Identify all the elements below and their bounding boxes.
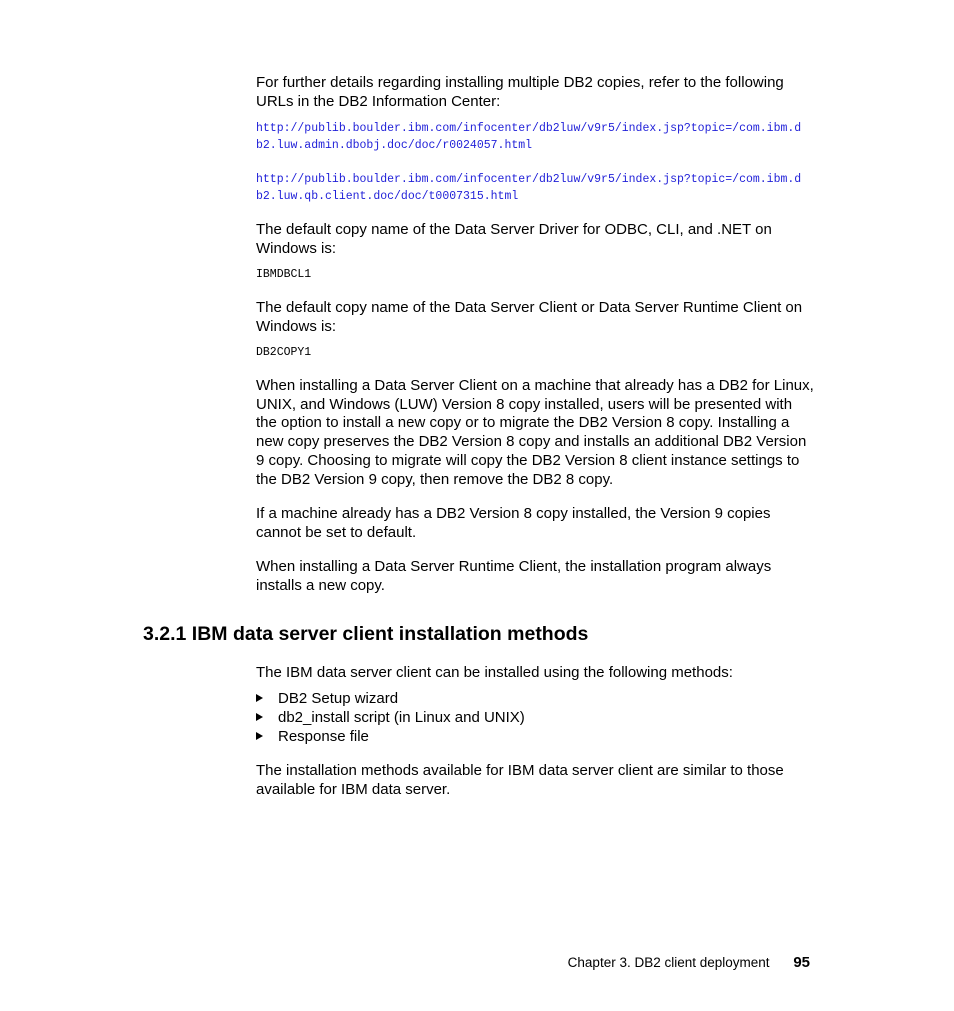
runtime-paragraph: When installing a Data Server Runtime Client, the installation program always installs a new copy. xyxy=(256,558,772,594)
installation-methods-list xyxy=(256,689,525,746)
info-center-link-1[interactable]: http://publib.boulder.ibm.com/infocenter/db2luw/v9r5/index.jsp?topic=/com.ibm.d b2.luw.admin.dbobj.doc/doc/r0024057.html xyxy=(256,122,802,152)
list-item-label: DB2 Setup wizard xyxy=(278,690,399,707)
odbc-default-paragraph: The default copy name of the Data Server Driver for ODBC, CLI, and .NET on Windows is: xyxy=(256,221,772,257)
intro-paragraph: For further details regarding installing multiple DB2 copies, refer to the following URLs in the DB2 Information Center: xyxy=(256,74,784,110)
bullet-triangle-icon xyxy=(256,713,263,721)
page-number: 95 xyxy=(793,954,810,971)
footer-chapter-title: Chapter 3. DB2 client deployment xyxy=(567,955,770,970)
methods-intro-paragraph: The IBM data server client can be installed using the following methods: xyxy=(256,664,733,681)
section-heading: 3.2.1 IBM data server client installation methods xyxy=(143,623,589,645)
client-default-paragraph: The default copy name of the Data Server Client or Data Server Runtime Client on Windows is: xyxy=(256,299,803,335)
list-item xyxy=(256,708,525,727)
version8-paragraph: If a machine already has a DB2 Version 8 copy installed, the Version 9 copies cannot be set to default. xyxy=(256,505,771,541)
list-item-label: Response file xyxy=(278,728,369,745)
list-item-label: db2_install script (in Linux and UNIX) xyxy=(278,709,525,726)
bullet-triangle-icon xyxy=(256,694,263,702)
odbc-default-copy-name: IBMDBCL1 xyxy=(256,268,312,281)
page-footer xyxy=(568,954,810,972)
list-item xyxy=(256,727,525,746)
list-item xyxy=(256,689,525,708)
migration-paragraph: When installing a Data Server Client on a machine that already has a DB2 for Linux, UNIX, and Windows (LUW) Version 8 copy installed, users will be presented with the option to install a new copy or to migrate the DB2 Version 8 copy. Installing a new copy preserves the DB2 Version 8 copy and installs an additional DB2 Version 9 copy. Choosing to migrate will copy the DB2 Version 8 client instance settings to the DB2 Version 9 copy, then remove the DB2 8 copy. xyxy=(256,377,814,488)
info-center-link-2[interactable]: http://publib.boulder.ibm.com/infocenter/db2luw/v9r5/index.jsp?topic=/com.ibm.d b2.luw.qb.client.doc/doc/t0007315.html xyxy=(256,173,802,203)
client-default-copy-name: DB2COPY1 xyxy=(256,346,312,359)
bullet-triangle-icon xyxy=(256,732,263,740)
closing-paragraph: The installation methods available for IBM data server client are similar to those available for IBM data server. xyxy=(256,762,784,798)
